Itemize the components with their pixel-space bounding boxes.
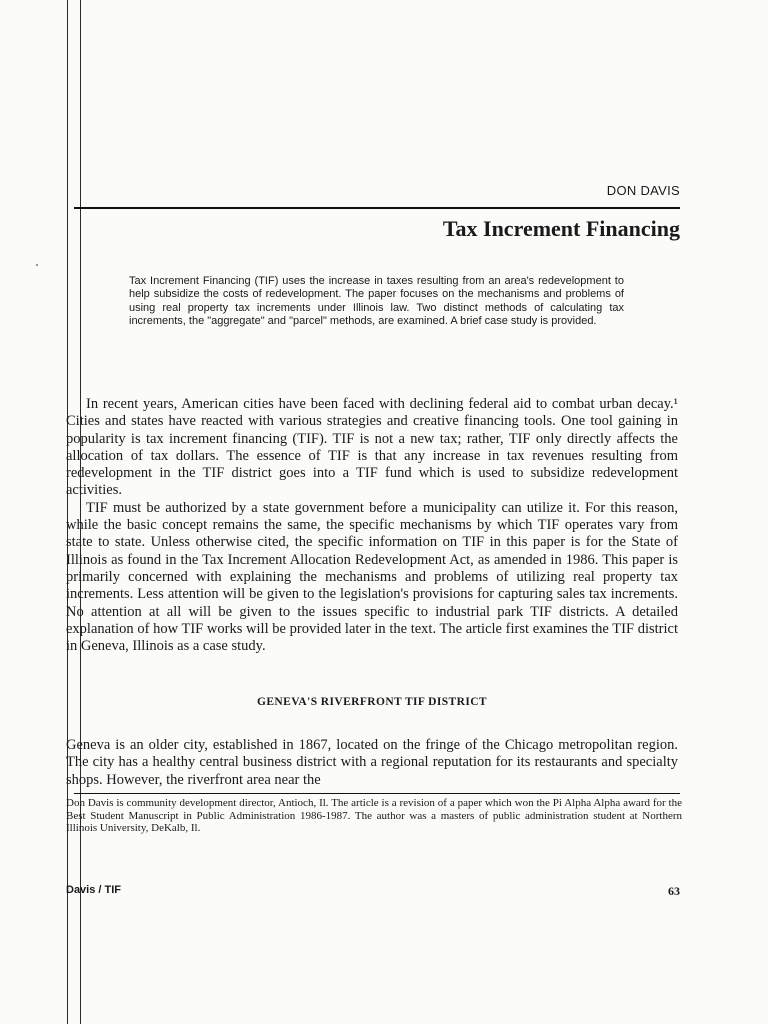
body-paragraph: In recent years, American cities have been faced with declining federal aid to combat urban decay.¹ Cities and states have reacted with various strategies and creative financing tools. One tool gaining in popularity is tax increment financing (TIF). TIF is not a new tax; rather, TIF only directly affects the allocation of tax dollars. The essence of TIF is that any increase in tax revenues resulting from redevelopment in the TIF district goes into a TIF fund which is used to subsidize redevelopment activities. xyxy=(66,396,678,499)
body-paragraph: TIF must be authorized by a state government before a municipality can utilize it. For this reason, while the basic concept remains the same, the specific mechanisms by which TIF operates vary from state to state. Unless otherwise cited, the specific information on TIF in this paper is for the State of Illinois as found in the Tax Increment Allocation Redevelopment Act, as amended in 1986. This paper is primarily concerned with explaining the mechanisms and problems of utilizing real property tax increments. Less attention will be given to the legislation's provisions for capturing sales tax increments. No attention at all will be given to the issues specific to industrial park TIF districts. A detailed explanation of how TIF works will be provided later in the text. The article first examines the TIF district in Geneva, Illinois as a case study. xyxy=(66,499,678,655)
body-paragraph: Geneva is an older city, established in 1867, located on the fringe of the Chicago metropolitan region. The city has a healthy central business district with a regional reputation for its restaurants and specialty shops. However, the riverfront area near the xyxy=(66,737,678,788)
author-name: DON DAVIS xyxy=(606,183,680,198)
geneva-section xyxy=(66,737,678,789)
footnote-rule xyxy=(74,793,680,794)
header-rule xyxy=(74,207,680,209)
author-footnote: Don Davis is community development director, Antioch, Il. The article is a revision of a paper which won the Pi Alpha Alpha award for the Best Student Manuscript in Public Administration 1986-1987. The author was a masters of public administration student at Northern Illinois University, DeKalb, Il. xyxy=(66,797,682,835)
article-title: Tax Increment Financing xyxy=(442,216,680,241)
running-footer: Davis / TIF xyxy=(66,884,122,896)
page-number: 63 xyxy=(668,884,680,898)
section-heading: GENEVA'S RIVERFRONT TIF DISTRICT xyxy=(257,696,487,708)
intro-section xyxy=(66,396,678,655)
scan-speck xyxy=(36,264,38,266)
abstract: Tax Increment Financing (TIF) uses the increase in taxes resulting from an area's redevelopment to help subsidize the costs of redevelopment. The paper focuses on the mechanisms and problems of using real property tax increments under Illinois law. Two distinct methods of calculating tax increments, the "aggregate" and "parcel" methods, are examined. A brief case study is provided. xyxy=(129,275,624,328)
